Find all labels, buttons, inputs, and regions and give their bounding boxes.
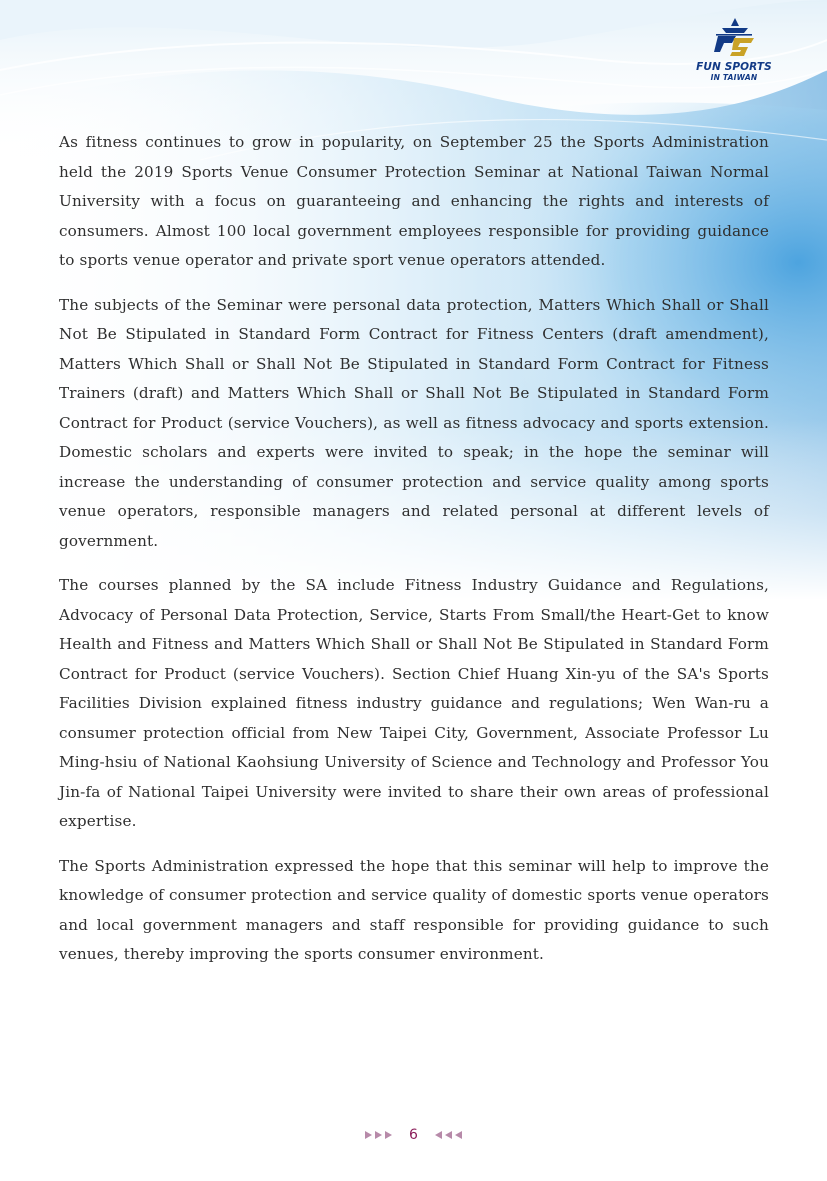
paragraph-3: The courses planned by the SA include Fitness Industry Guidance and Regulations, Advocacy of Personal Data Protection, Service, Starts From Small/the Heart-Get to know Health and Fitness and Matters Which Shall or Shall Not Be Stipulated in Standard Form Contract for Product (service Vouchers). Section Chief Huang Xin-yu of the SA's Sports Facilities Division explained fitness industry guidance and regulations; Wen Wan-ru a consumer protection official from New Taipei City, Government, Associate Professor Lu Ming-hsiu of National Kaohsiung University of Science and Technology and Professor You Jin-fa of National Taipei University were invited to share their own areas of professional expertise. [59,576,769,830]
page-number: 6 [409,1127,418,1143]
article-body [59,128,769,985]
logo-title: FUN SPORTS [696,61,772,73]
arrows-right-icon [365,1130,395,1140]
arrows-left-icon [432,1130,462,1140]
logo-subtitle: IN TAIWAN [710,72,758,82]
fun-sports-logo [694,16,774,92]
paragraph-1: As fitness continues to grow in popularity, on September 25 the Sports Administration held the 2019 Sports Venue Consumer Protection Seminar at National Taiwan Normal University with a focus on guaranteeing and enhancing the rights and interests of consumers. Almost 100 local government employees responsible for providing guidance to sports venue operator and private sport venue operators attended. [59,133,769,269]
paragraph-2: The subjects of the Seminar were personal data protection, Matters Which Shall or Shall Not Be Stipulated in Standard Form Contract for Fitness Centers (draft amendment), Matters Which Shall or Shall Not Be Stipulated in Standard Form Contract for Fitness Trainers (draft) and Matters Which Shall or Shall Not Be Stipulated in Standard Form Contract for Product (service Vouchers), as well as fitness advocacy and sports extension. Domestic scholars and experts were invited to speak; in the hope the seminar will increase the understanding of consumer protection and service quality among sports venue operators, responsible managers and related personal at different levels of government. [59,295,769,550]
fun-sports-emblem-icon [708,16,760,60]
paragraph-4: The Sports Administration expressed the hope that this seminar will help to improve the knowledge of consumer protection and service quality of domestic sports venue operators and local government managers and staff responsible for providing guidance to such venues, thereby improving the sports consumer environment. [59,856,769,963]
page-footer [0,1124,827,1146]
